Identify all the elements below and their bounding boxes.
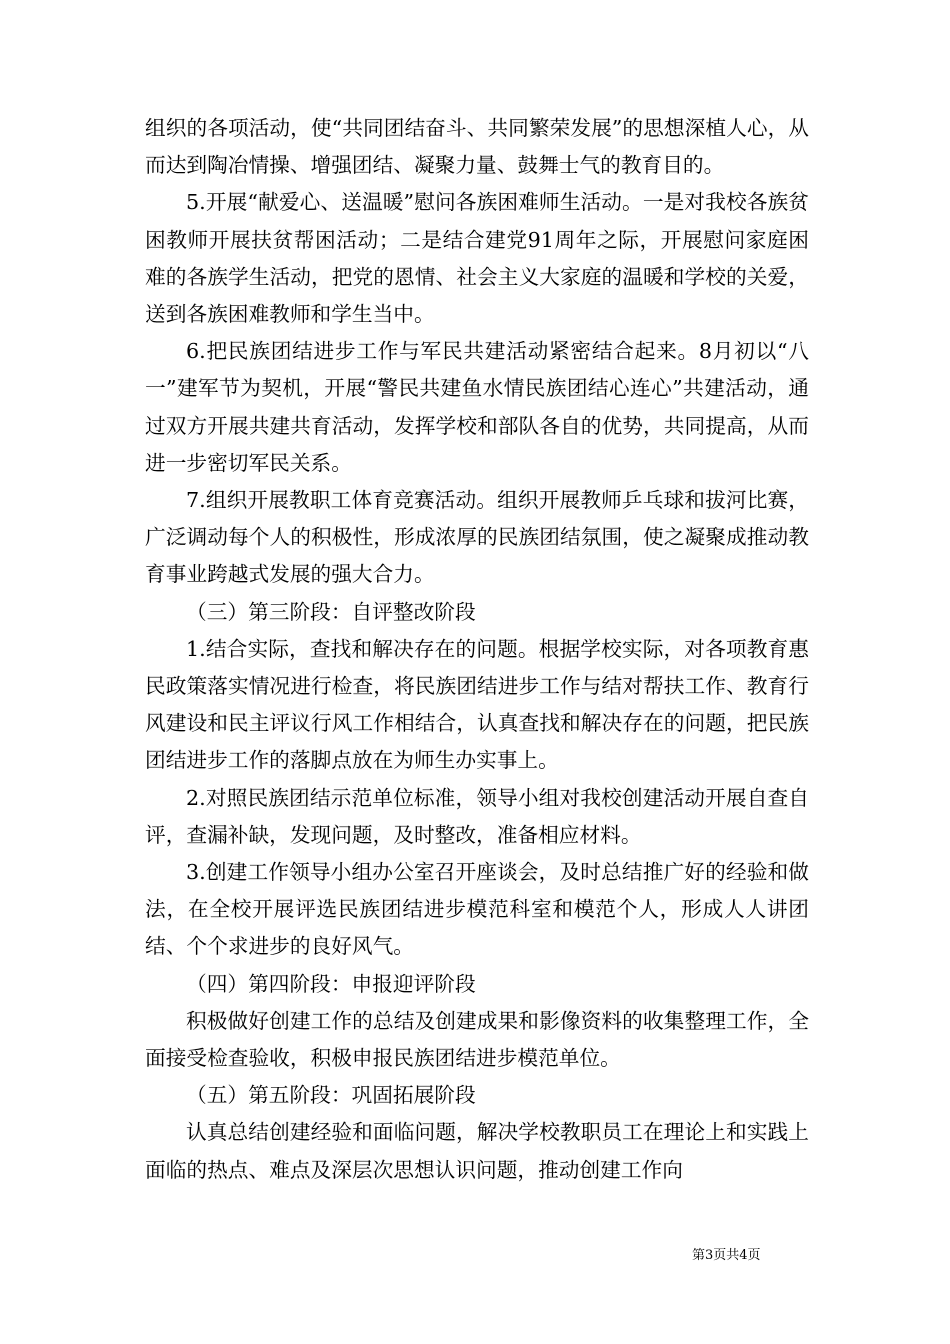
paragraph-5: 1.结合实际，查找和解决存在的问题。根据学校实际，对各项教育惠民政策落实情况进行检查，将民族团结进步工作与结对帮扶工作、教育行风建设和民主评议行风工作相结合，认真查找和解决存在的问题，把民族团结进步工作的落脚点放在为师生办实事上。 bbox=[145, 636, 809, 773]
paragraph-1: 组织的各项活动，使“共同团结奋斗、共同繁荣发展”的思想深植人心，从而达到陶冶情操、增强团结、凝聚力量、鼓舞士气的教育目的。 bbox=[145, 116, 809, 178]
paragraph-2: 5.开展“献爱心、送温暖”慰问各族困难师生活动。一是对我校各族贫困教师开展扶贫帮困活动；二是结合建党91周年之际，开展慰问家庭困难的各族学生活动，把党的恩情、社会主义大家庭的温暖和学校的关爱，送到各族困难教师和学生当中。 bbox=[145, 190, 809, 327]
section-heading-4: （四）第四阶段：申报迎评阶段 bbox=[186, 971, 476, 996]
paragraph-8: 积极做好创建工作的总结及创建成果和影像资料的收集整理工作，全面接受检查验收，积极申报民族团结进步模范单位。 bbox=[145, 1008, 809, 1071]
paragraph-7: 3.创建工作领导小组办公室召开座谈会，及时总结推广好的经验和做法，在全校开展评选民族团结进步模范科室和模范个人，形成人人讲团结、个个求进步的良好风气。 bbox=[145, 860, 809, 959]
section-heading-3: （三）第三阶段：自评整改阶段 bbox=[186, 599, 476, 624]
document-body bbox=[145, 110, 809, 1189]
paragraph-9: 认真总结创建经验和面临问题，解决学校教职员工在理论上和实践上面临的热点、难点及深层次思想认识问题，推动创建工作向 bbox=[145, 1120, 809, 1182]
paragraph-6: 2.对照民族团结示范单位标准，领导小组对我校创建活动开展自查自评，查漏补缺，发现问题，及时整改，准备相应材料。 bbox=[145, 785, 809, 847]
paragraph-4: 7.组织开展教职工体育竞赛活动。组织开展教师乒乓球和拔河比赛，广泛调动每个人的积极性，形成浓厚的民族团结氛围，使之凝聚成推动教育事业跨越式发展的强大合力。 bbox=[145, 488, 809, 587]
page-number: 第3页共4页 bbox=[692, 1248, 761, 1263]
section-heading-5: （五）第五阶段：巩固拓展阶段 bbox=[186, 1083, 476, 1108]
paragraph-3: 6.把民族团结进步工作与军民共建活动紧密结合起来。8月初以“八一”建军节为契机，开展“警民共建鱼水情民族团结心连心”共建活动，通过双方开展共建共育活动，发挥学校和部队各自的优势，共同提高，从而进一步密切军民关系。 bbox=[145, 339, 809, 475]
